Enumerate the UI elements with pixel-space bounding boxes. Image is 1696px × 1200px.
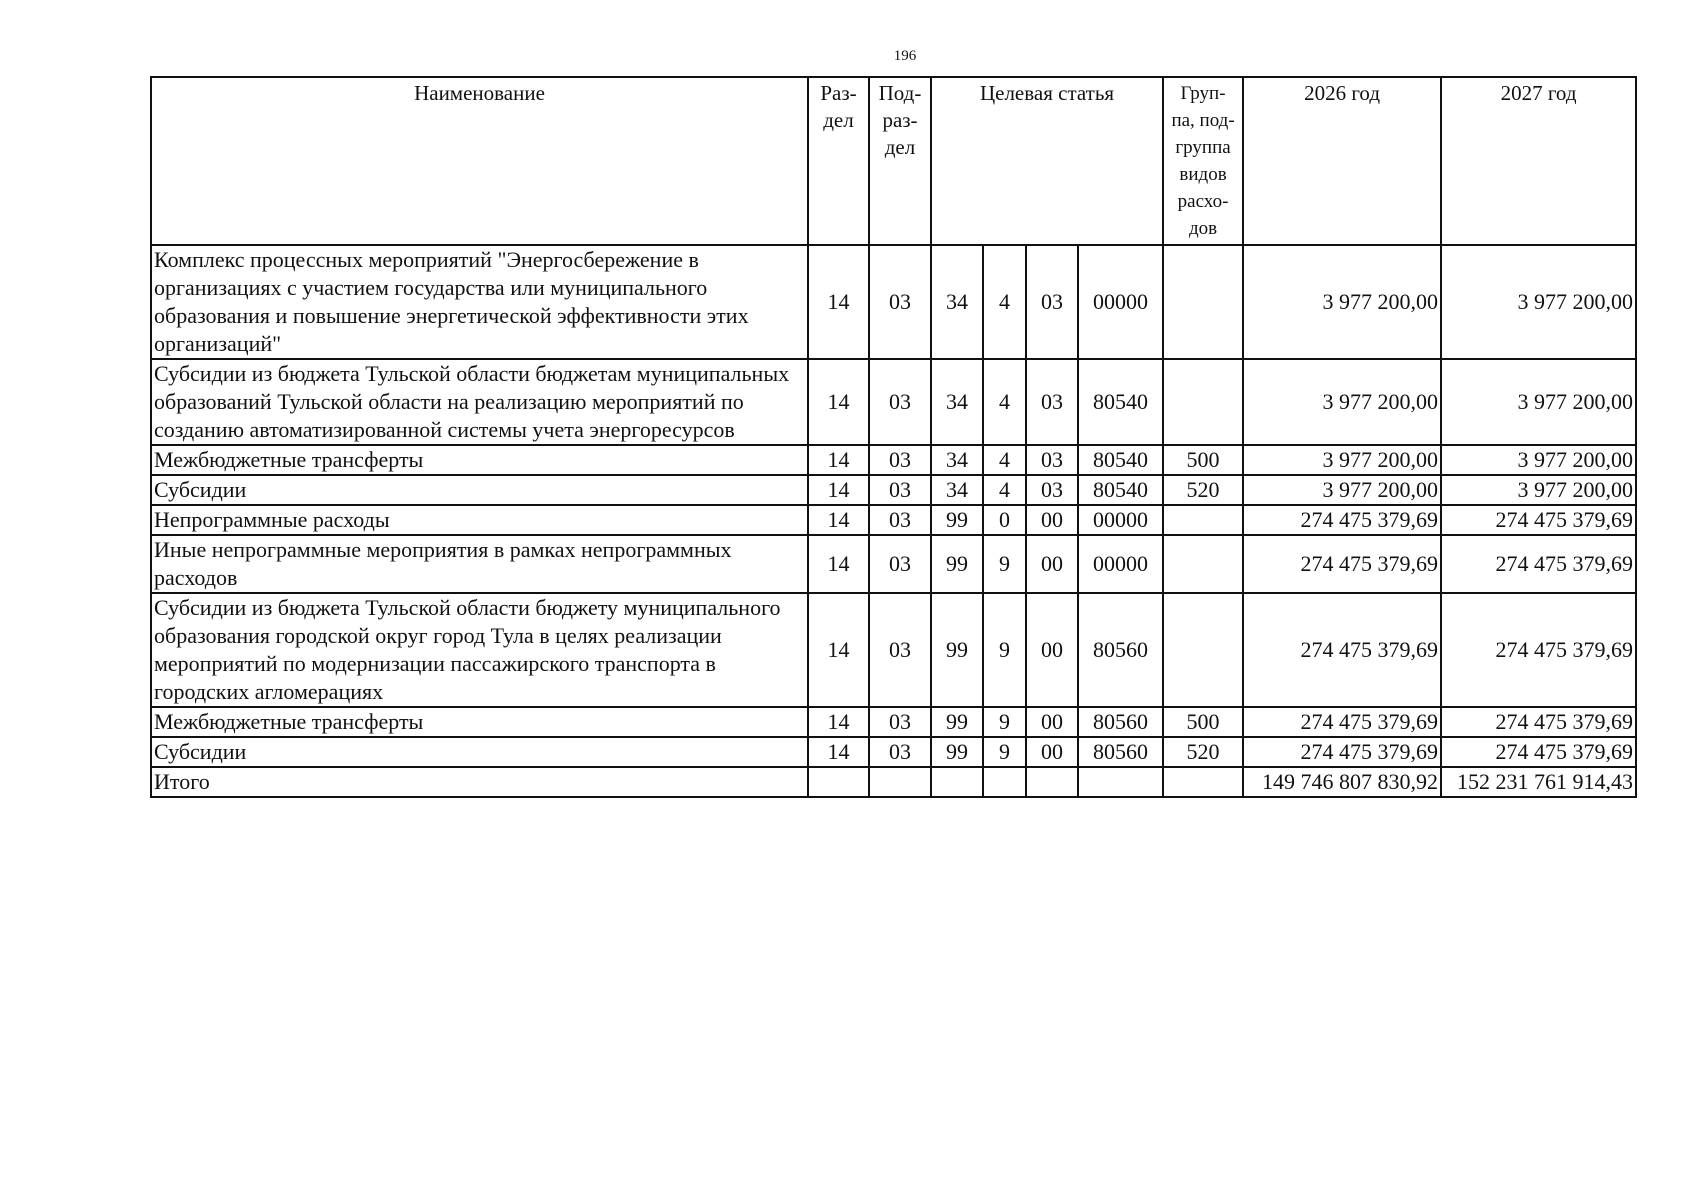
row-subsection: 03 xyxy=(869,475,931,505)
row-amount-2026: 274 475 379,69 xyxy=(1243,535,1441,593)
row-section: 14 xyxy=(808,535,869,593)
row-expense-group xyxy=(1163,535,1243,593)
table-row xyxy=(151,359,1636,445)
row-subsection: 03 xyxy=(869,245,931,359)
row-target-direction: 80540 xyxy=(1078,475,1163,505)
row-expense-group xyxy=(1163,593,1243,707)
row-expense-group: 500 xyxy=(1163,707,1243,737)
header-year-2026-text: 2026 год xyxy=(1304,81,1380,105)
total-amount-2026: 149 746 807 830,92 xyxy=(1243,767,1441,797)
header-target-article-text: Целевая статья xyxy=(979,81,1115,105)
header-group xyxy=(1163,77,1243,245)
row-section: 14 xyxy=(808,707,869,737)
row-expense-group: 500 xyxy=(1163,445,1243,475)
row-target-structure: 03 xyxy=(1026,245,1078,359)
row-target-direction: 00000 xyxy=(1078,535,1163,593)
row-amount-2027: 3 977 200,00 xyxy=(1441,245,1636,359)
row-amount-2027: 3 977 200,00 xyxy=(1441,475,1636,505)
row-name: Субсидии xyxy=(151,475,808,505)
row-subsection: 03 xyxy=(869,535,931,593)
row-amount-2027: 3 977 200,00 xyxy=(1441,359,1636,445)
row-name: Непрограммные расходы xyxy=(151,505,808,535)
row-section: 14 xyxy=(808,475,869,505)
row-section: 14 xyxy=(808,505,869,535)
row-amount-2027: 274 475 379,69 xyxy=(1441,737,1636,767)
row-target-type: 9 xyxy=(983,535,1026,593)
row-section: 14 xyxy=(808,245,869,359)
row-target-type: 4 xyxy=(983,475,1026,505)
row-target-structure: 03 xyxy=(1026,359,1078,445)
row-target-structure: 00 xyxy=(1026,535,1078,593)
budget-table xyxy=(150,76,1637,798)
row-target-program: 34 xyxy=(931,475,983,505)
total-amount-2027: 152 231 761 914,43 xyxy=(1441,767,1636,797)
table-row xyxy=(151,505,1636,535)
row-name: Комплекс процессных мероприятий "Энергосбережение в организациях с участием государства или муниципального образования и повышение энергетической эффективности этих организаций" xyxy=(151,245,808,359)
row-target-program: 34 xyxy=(931,359,983,445)
row-amount-2026: 3 977 200,00 xyxy=(1243,359,1441,445)
row-target-structure: 03 xyxy=(1026,475,1078,505)
row-amount-2026: 274 475 379,69 xyxy=(1243,505,1441,535)
row-subsection: 03 xyxy=(869,707,931,737)
row-target-direction: 00000 xyxy=(1078,245,1163,359)
row-name: Субсидии xyxy=(151,737,808,767)
row-expense-group xyxy=(1163,505,1243,535)
row-target-type: 4 xyxy=(983,445,1026,475)
row-section: 14 xyxy=(808,359,869,445)
row-target-type: 9 xyxy=(983,707,1026,737)
row-amount-2026: 3 977 200,00 xyxy=(1243,475,1441,505)
table-row xyxy=(151,535,1636,593)
row-target-type: 4 xyxy=(983,245,1026,359)
row-target-program: 34 xyxy=(931,445,983,475)
total-empty-group xyxy=(1163,767,1243,797)
header-year-2027 xyxy=(1441,77,1636,245)
total-empty-section xyxy=(808,767,869,797)
row-name: Субсидии из бюджета Тульской области бюджетам муниципальных образований Тульской области на реализацию мероприятий по созданию автоматизированной системы учета энергоресурсов xyxy=(151,359,808,445)
row-subsection: 03 xyxy=(869,593,931,707)
row-target-direction: 80560 xyxy=(1078,737,1163,767)
table-body xyxy=(151,245,1636,797)
row-target-program: 99 xyxy=(931,505,983,535)
row-amount-2027: 3 977 200,00 xyxy=(1441,445,1636,475)
row-target-direction: 80560 xyxy=(1078,707,1163,737)
header-group-text: Груп- па, под- группа видов расхо- дов xyxy=(1171,83,1235,239)
row-target-program: 99 xyxy=(931,707,983,737)
row-subsection: 03 xyxy=(869,445,931,475)
row-expense-group: 520 xyxy=(1163,737,1243,767)
row-amount-2026: 274 475 379,69 xyxy=(1243,593,1441,707)
row-subsection: 03 xyxy=(869,359,931,445)
row-amount-2027: 274 475 379,69 xyxy=(1441,593,1636,707)
row-target-direction: 80540 xyxy=(1078,445,1163,475)
page-number: 196 xyxy=(893,48,917,64)
row-amount-2026: 274 475 379,69 xyxy=(1243,707,1441,737)
table-row xyxy=(151,737,1636,767)
row-target-direction: 80540 xyxy=(1078,359,1163,445)
header-name-text: Наименование xyxy=(414,81,545,105)
table-row xyxy=(151,707,1636,737)
header-subsection-text: Под- раз- дел xyxy=(878,81,922,159)
row-target-program: 99 xyxy=(931,737,983,767)
header-section-text: Раз- дел xyxy=(820,81,857,132)
row-section: 14 xyxy=(808,737,869,767)
header-name xyxy=(151,77,808,245)
total-empty-ts2 xyxy=(983,767,1026,797)
row-name: Субсидии из бюджета Тульской области бюджету муниципального образования городской округ город Тула в целях реализации мероприятий по модернизации пассажирского транспорта в городских агломерациях xyxy=(151,593,808,707)
row-target-type: 9 xyxy=(983,593,1026,707)
row-target-program: 99 xyxy=(931,593,983,707)
total-empty-subsection xyxy=(869,767,931,797)
total-empty-ts3 xyxy=(1026,767,1078,797)
row-amount-2026: 3 977 200,00 xyxy=(1243,445,1441,475)
row-target-direction: 00000 xyxy=(1078,505,1163,535)
table-header-row xyxy=(151,77,1636,245)
table-row xyxy=(151,593,1636,707)
header-year-2027-text: 2027 год xyxy=(1500,81,1577,105)
row-target-type: 9 xyxy=(983,737,1026,767)
row-subsection: 03 xyxy=(869,737,931,767)
row-target-structure: 00 xyxy=(1026,707,1078,737)
row-target-type: 0 xyxy=(983,505,1026,535)
row-name: Иные непрограммные мероприятия в рамках непрограммных расходов xyxy=(151,535,808,593)
header-subsection xyxy=(869,77,931,245)
total-empty-ts4 xyxy=(1078,767,1163,797)
row-amount-2027: 274 475 379,69 xyxy=(1441,535,1636,593)
total-row xyxy=(151,767,1636,797)
table-row xyxy=(151,475,1636,505)
row-amount-2027: 274 475 379,69 xyxy=(1441,505,1636,535)
header-target-article xyxy=(931,77,1163,245)
row-target-type: 4 xyxy=(983,359,1026,445)
row-target-structure: 00 xyxy=(1026,737,1078,767)
row-amount-2026: 274 475 379,69 xyxy=(1243,737,1441,767)
header-year-2026 xyxy=(1243,77,1441,245)
row-amount-2027: 274 475 379,69 xyxy=(1441,707,1636,737)
row-expense-group xyxy=(1163,359,1243,445)
row-target-program: 99 xyxy=(931,535,983,593)
row-name: Межбюджетные трансферты xyxy=(151,445,808,475)
row-amount-2026: 3 977 200,00 xyxy=(1243,245,1441,359)
row-subsection: 03 xyxy=(869,505,931,535)
table-row xyxy=(151,445,1636,475)
row-expense-group xyxy=(1163,245,1243,359)
row-expense-group: 520 xyxy=(1163,475,1243,505)
row-target-structure: 00 xyxy=(1026,505,1078,535)
row-target-direction: 80560 xyxy=(1078,593,1163,707)
row-section: 14 xyxy=(808,593,869,707)
row-target-structure: 03 xyxy=(1026,445,1078,475)
row-target-structure: 00 xyxy=(1026,593,1078,707)
row-target-program: 34 xyxy=(931,245,983,359)
table-row xyxy=(151,245,1636,359)
row-section: 14 xyxy=(808,445,869,475)
total-empty-ts1 xyxy=(931,767,983,797)
row-name: Межбюджетные трансферты xyxy=(151,707,808,737)
header-section xyxy=(808,77,869,245)
total-label: Итого xyxy=(151,767,808,797)
